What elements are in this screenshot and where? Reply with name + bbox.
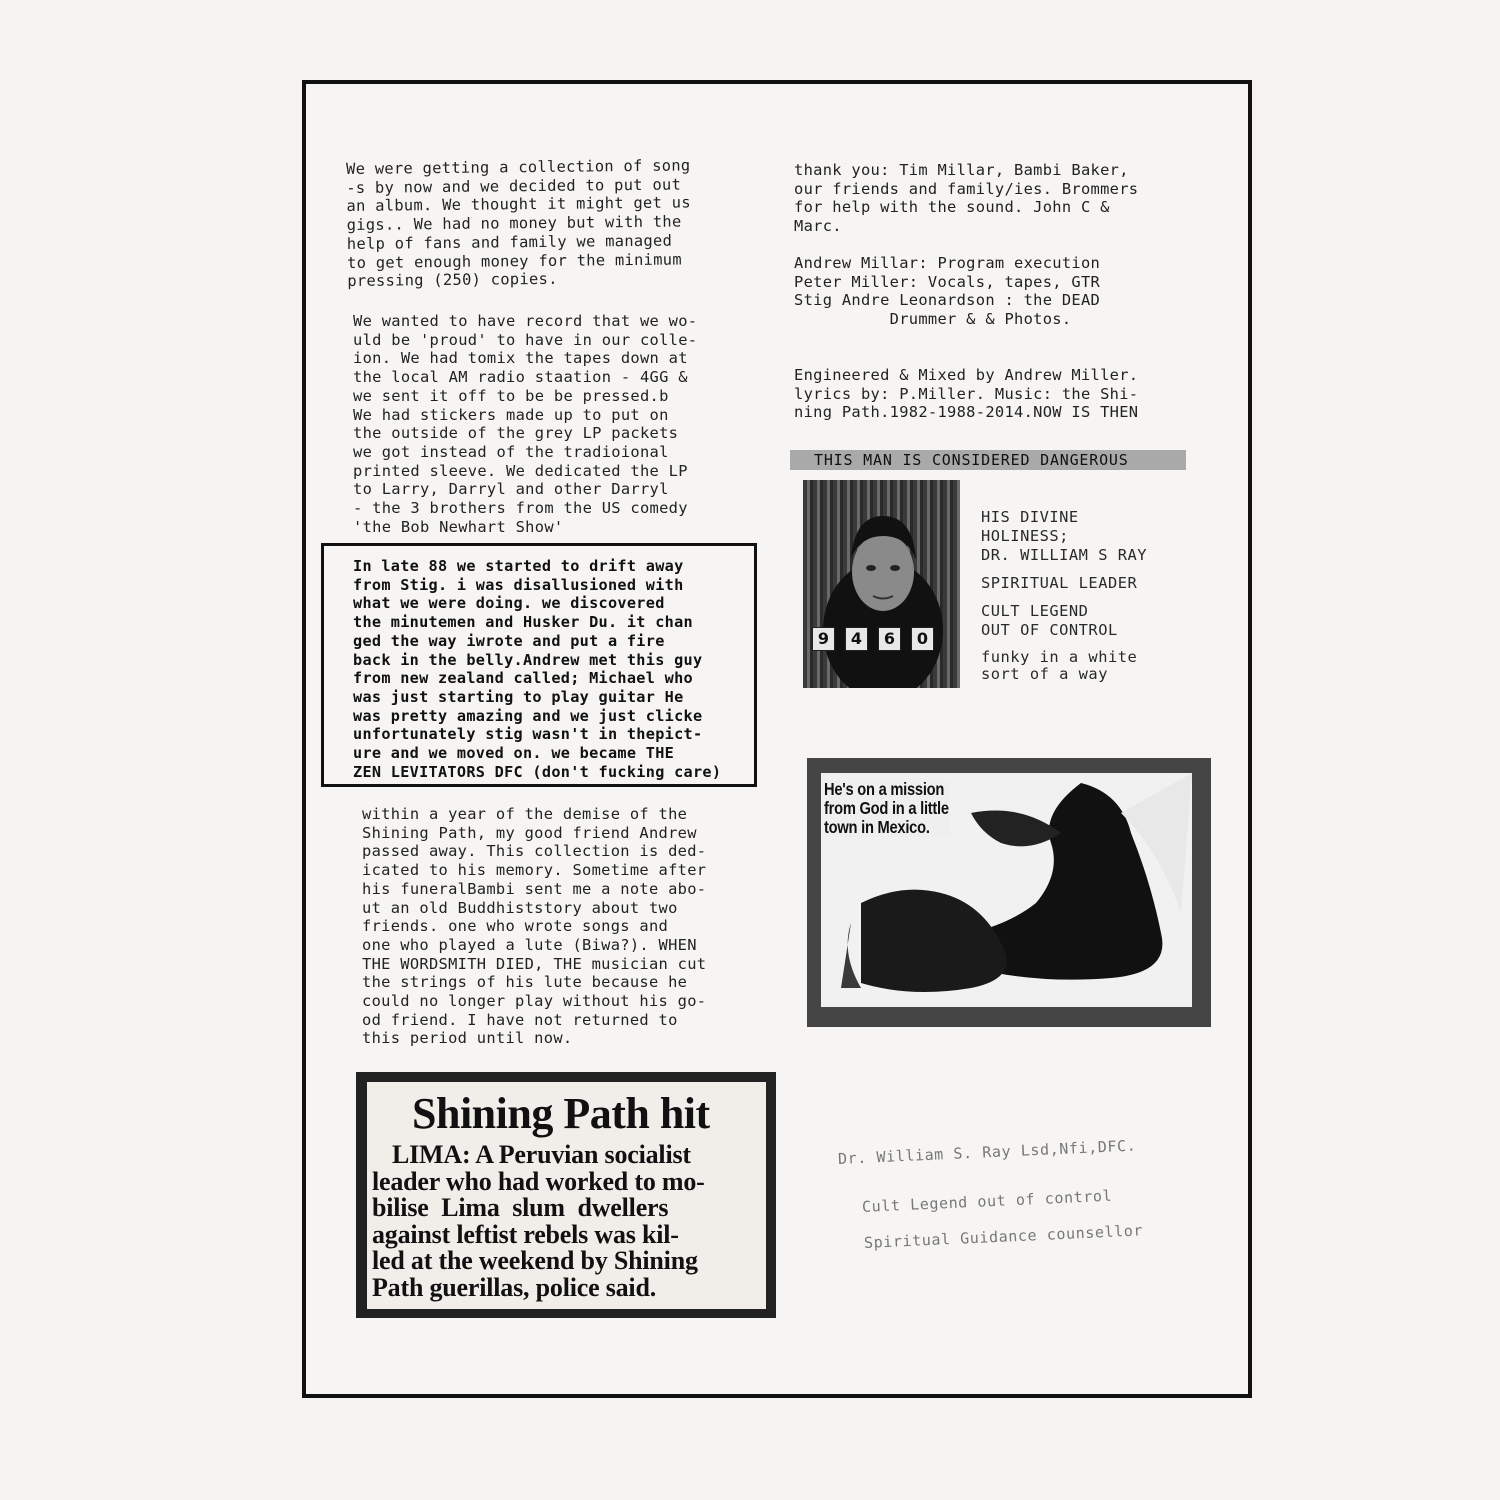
text-line: we sent it off to be be pressed.b xyxy=(353,386,669,405)
boxed-paragraph xyxy=(353,557,721,781)
text-line: thank you: Tim Millar, Bambi Baker, xyxy=(794,161,1129,179)
text-line: passed away. This collection is ded- xyxy=(362,842,707,861)
text-line: Shining Path, my good friend Andrew xyxy=(362,823,697,842)
mugshot-number-digit: 0 xyxy=(911,627,934,651)
text-line: this period until now. xyxy=(362,1029,573,1048)
text-line: Drummer & & Photos. xyxy=(794,310,1072,329)
clipping-line: led at the weekend by Shining xyxy=(372,1246,698,1275)
text-line: our friends and family/ies. Brommers xyxy=(794,179,1139,198)
text-line: icated to his memory. Sometime after xyxy=(362,861,707,880)
text-line: one who played a lute (Biwa?). WHEN xyxy=(362,935,697,954)
text-line: friends. one who wrote songs and xyxy=(362,917,669,936)
clipping-line: LIMA: A Peruvian socialist xyxy=(392,1140,691,1169)
caption-line: town in Mexico. xyxy=(824,817,930,837)
thanks-paragraph xyxy=(794,161,1138,236)
clipping-line: bilise Lima slum dwellers xyxy=(372,1193,669,1222)
clipping-headline: Shining Path hit xyxy=(412,1089,710,1138)
text-line: lyrics by: P.Miller. Music: the Shi- xyxy=(794,384,1139,403)
clipping-line: Path guerillas, police said. xyxy=(372,1272,657,1302)
text-line: the strings of his lute because he xyxy=(362,973,688,992)
profile-title-line: HIS DIVINE xyxy=(981,508,1079,526)
band-credits xyxy=(794,254,1100,329)
text-line: unfortunately stig wasn't in thepict- xyxy=(353,725,703,744)
text-line: the local AM radio staation - 4GG & xyxy=(353,368,688,387)
text-line: - the 3 brothers from the US comedy xyxy=(353,499,688,518)
profile-legend-line: OUT OF CONTROL xyxy=(981,621,1118,639)
text-line: to Larry, Darryl and other Darryl xyxy=(353,480,669,499)
profile-title-line: HOLINESS; xyxy=(981,527,1069,545)
text-line: from Stig. i was disallusioned with xyxy=(353,575,684,594)
intro-paragraph xyxy=(346,156,692,291)
record-paragraph xyxy=(353,312,697,536)
text-line: gigs.. We had no money but with the xyxy=(346,212,682,235)
profile-legend-line: CULT LEGEND xyxy=(981,602,1089,620)
text-line: for help with the sound. John C & xyxy=(794,198,1110,217)
text-line: THE WORDSMITH DIED, THE musician cut xyxy=(362,954,707,973)
mission-photo-caption xyxy=(824,780,950,837)
mugshot-number-digit: 9 xyxy=(812,627,835,651)
signature-name: Dr. William S. Ray Lsd,Nfi,DFC. xyxy=(837,1136,1137,1168)
text-line: was pretty amazing and we just clicke xyxy=(353,706,703,725)
text-line: We wanted to have record that we wo- xyxy=(353,312,698,330)
text-line: Andrew Millar: Program execution xyxy=(794,254,1101,272)
text-line: ged the way iwrote and put a fire xyxy=(353,631,665,650)
clipping-line: leader who had worked to mo- xyxy=(372,1166,705,1196)
signature-line-guidance: Spiritual Guidance counsellor xyxy=(863,1221,1144,1252)
text-line: what we were doing. we discovered xyxy=(353,594,665,613)
text-line: an album. We thought it might get us xyxy=(346,193,691,216)
text-line: 'the Bob Newhart Show' xyxy=(353,517,564,536)
text-line: ZEN LEVITATORS DFC (don't fucking care) xyxy=(353,762,722,781)
profile-text xyxy=(981,508,1147,683)
text-line: Engineered & Mixed by Andrew Miller. xyxy=(794,366,1139,384)
caption-line: He's on a mission xyxy=(824,779,945,799)
text-line: Marc. xyxy=(794,217,842,236)
mugshot-number-digit: 4 xyxy=(845,627,868,651)
engineering-credits xyxy=(794,366,1138,422)
signature-line-legend: Cult Legend out of control xyxy=(861,1186,1113,1216)
text-line: In late 88 we started to drift away xyxy=(353,557,684,575)
text-line: we got instead of the tradioional xyxy=(353,442,669,461)
dedication-paragraph xyxy=(362,805,706,1048)
text-line: ion. We had tomix the tapes down at xyxy=(353,349,688,368)
text-line: within a year of the demise of the xyxy=(362,805,688,823)
text-line: -s by now and we decided to put out xyxy=(346,175,682,197)
text-line: his funeralBambi sent me a note abo- xyxy=(362,879,707,898)
clipping-line: against leftist rebels was kil- xyxy=(372,1219,679,1249)
profile-funky-line: sort of a way xyxy=(981,665,1108,683)
text-line: Stig Andre Leonardson : the DEAD xyxy=(794,291,1101,310)
text-line: od friend. I have not returned to xyxy=(362,1010,678,1029)
text-line: from new zealand called; Michael who xyxy=(353,669,693,688)
text-line: ut an old Buddhiststory about two xyxy=(362,898,678,917)
caption-line: from God in a little xyxy=(824,798,949,818)
dangerous-banner: THIS MAN IS CONSIDERED DANGEROUS xyxy=(790,450,1186,470)
text-line: We had stickers made up to put on xyxy=(353,405,669,424)
text-line: to get enough money for the minimum xyxy=(346,250,682,272)
text-line: help of fans and family we managed xyxy=(346,231,673,253)
text-line: uld be 'proud' to have in our colle- xyxy=(353,330,698,349)
text-line: the outside of the grey LP packets xyxy=(353,424,679,443)
text-line: printed sleeve. We dedicated the LP xyxy=(353,461,688,480)
text-line: could no longer play without his go- xyxy=(362,992,707,1011)
text-line: ure and we moved on. we became THE xyxy=(353,744,675,763)
text-line: pressing (250) copies. xyxy=(347,270,558,291)
text-line: was just starting to play guitar He xyxy=(353,687,684,706)
mugshot-number-digit: 6 xyxy=(878,627,901,651)
text-line: Peter Miller: Vocals, tapes, GTR xyxy=(794,272,1101,291)
profile-role: SPIRITUAL LEADER xyxy=(981,574,1138,592)
profile-title-line: DR. WILLIAM S RAY xyxy=(981,546,1148,564)
text-line: the minutemen and Husker Du. it chan xyxy=(353,613,693,632)
profile-funky-line: funky in a white xyxy=(981,648,1138,666)
mugshot-photo xyxy=(803,480,960,688)
clipping-body xyxy=(372,1142,764,1301)
text-line: back in the belly.Andrew met this guy xyxy=(353,650,703,669)
text-line: We were getting a collection of song xyxy=(346,156,691,178)
text-line: ning Path.1982-1988-2014.NOW IS THEN xyxy=(794,403,1139,422)
